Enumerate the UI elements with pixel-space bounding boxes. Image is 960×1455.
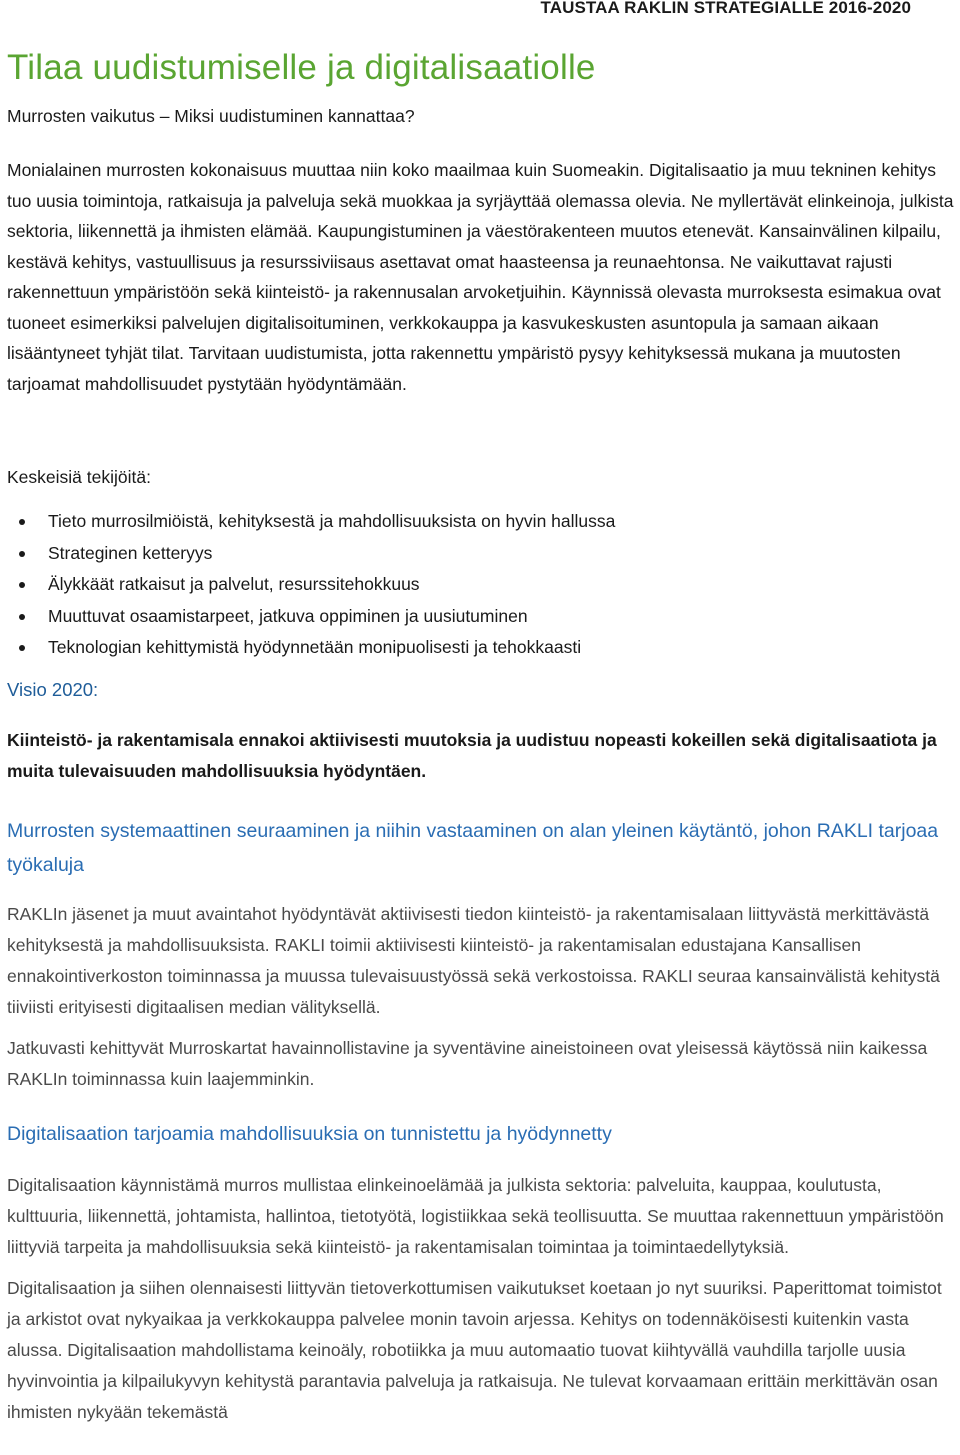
- section-paragraph: Jatkuvasti kehittyvät Murroskartat havainnollistavine ja syventävine aineistoineen ovat yleisessä käytössä niin kaikessa RAKLIn toiminnassa kuin laajemminkin.: [7, 1038, 928, 1089]
- key-factors: [7, 462, 955, 664]
- section-paragraph: Digitalisaation ja siihen olennaisesti liittyvän tietoverkottumisen vaikutukset koetaan jo nyt suuriksi. Paperittomat toimistot ja arkistot ovat nykyaikaa ja verkkokauppa palvelee monin tavoin arjessa. Kehitys on todennäköisesti kuitenkin vasta alussa. Digitalisaation mahdollistama keinoäly, robotiikka ja muu automaatio tuovat kiihtyvällä vauhdilla tarjolle uusia hyvinvointia ja kilpailukyvyn kehitystä parantavia palveluja ja ratkaisuja. Ne tulevat korvaamaan erittäin merkittävän osan ihmisten nykyään tekemästä: [7, 1278, 942, 1422]
- page-title: Tilaa uudistumiselle ja digitalisaatiolle: [7, 48, 596, 87]
- running-header: TAUSTAA RAKLIN STRATEGIALLE 2016-2020: [540, 0, 911, 17]
- vision-statement: Kiinteistö- ja rakentamisala ennakoi aktiivisesti muutoksia ja uudistuu nopeasti kokeillen sekä digitalisaatiota ja muita tulevaisuuden mahdollisuuksia hyödyntäen.: [7, 730, 937, 781]
- section-paragraph: Digitalisaation käynnistämä murros mullistaa elinkeinoelämää ja julkista sektoria: palveluita, kauppaa, koulutusta, kulttuuria, liikennettä, johtamista, hallintoa, tietotyötä, logistiikkaa sekä teollisuutta. Se muuttaa rakennettuun ympäristöön liittyviä tarpeita ja mahdollisuuksia sekä kiinteistö- ja rakentamisalan toimintaa ja toimintaedellytyksiä.: [7, 1175, 944, 1257]
- section-murros: [7, 814, 955, 1095]
- list-item: Teknologian kehittymistä hyödynnetään monipuolisesti ja tehokkaasti: [7, 632, 955, 664]
- bullet-icon: [19, 645, 25, 651]
- section-paragraph: RAKLIn jäsenet ja muut avaintahot hyödyntävät aktiivisesti tiedon kiinteistö- ja rakentamisalaan liittyvästä merkittävästä kehityksestä ja mahdollisuuksista. RAKLI toimii aktiivisesti kiinteistö- ja rakentamisalan edustajana Kansallisen ennakointiverkoston toiminnassa ja muussa tulevaisuustyössä sekä verkostoissa. RAKLI seuraa kansainvälistä kehitystä tiiviisti erityisesti digitaalisen median välityksellä.: [7, 904, 940, 1017]
- vision-section: [7, 674, 955, 787]
- intro-part-1: Monialainen murrosten kokonaisuus muuttaa niin koko maailmaa kuin Suomeakin. Digitalisaatio ja muu tekninen kehitys tuo uusia toimintoja, ratkaisuja ja palveluja sekä muokkaa ja syrjäyttää olemassa olevia. Ne myllertävät elinkeinoja, julkista sektoria, liikennettä ja ihmisten elämää.: [7, 160, 954, 241]
- list-item: Strateginen ketteryys: [7, 538, 955, 570]
- section-digitalisaatio: [7, 1117, 955, 1428]
- section-heading: Murrosten systemaattinen seuraaminen ja niihin vastaaminen on alan yleinen käytäntö, johon RAKLI tarjoaa työkaluja: [7, 820, 939, 876]
- section-heading: Digitalisaation tarjoamia mahdollisuuksia on tunnistettu ja hyödynnetty: [7, 1123, 612, 1145]
- bullet-icon: [19, 519, 25, 525]
- subtitle: Murrosten vaikutus – Miksi uudistuminen kannattaa?: [7, 106, 415, 126]
- bullet-icon: [19, 614, 25, 620]
- list-item: Tieto murrosilmiöistä, kehityksestä ja mahdollisuuksista on hyvin hallussa: [7, 506, 955, 538]
- intro-part-2: Kaupungistuminen ja väestörakenteen muutos etenevät. Kansainvälinen kilpailu, kestävä kehitys, vastuullisuus ja resurssiviisaus asettavat omat haasteensa ja reunaehtonsa. Ne vaikuttavat rajusti rakennettuun ympäristöön sekä kiinteistö- ja rakennusalan arvoketjuihin. Käynnissä olevasta murroksesta esimakua ovat tuoneet esimerkiksi palvelujen digitalisoituminen, verkkokauppa ja kasvukeskusten asuntopula ja samaan aikaan lisääntyneet tyhjät tilat. Tarvitaan uudistumista, jotta rakennettu ympäristö pysyy kehityksessä mukana ja muutosten tarjoamat mahdollisuudet pystytään hyödyntämään.: [7, 221, 941, 394]
- bullet-icon: [19, 551, 25, 557]
- bullet-icon: [19, 582, 25, 588]
- list-item: Muuttuvat osaamistarpeet, jatkuva oppiminen ja uusiutuminen: [7, 601, 955, 633]
- key-factors-list: [7, 506, 955, 664]
- key-factors-label: Keskeisiä tekijöitä:: [7, 467, 151, 487]
- list-item: Älykkäät ratkaisut ja palvelut, resurssitehokkuus: [7, 569, 955, 601]
- intro-paragraph: [7, 155, 955, 399]
- vision-label: Visio 2020:: [7, 679, 99, 700]
